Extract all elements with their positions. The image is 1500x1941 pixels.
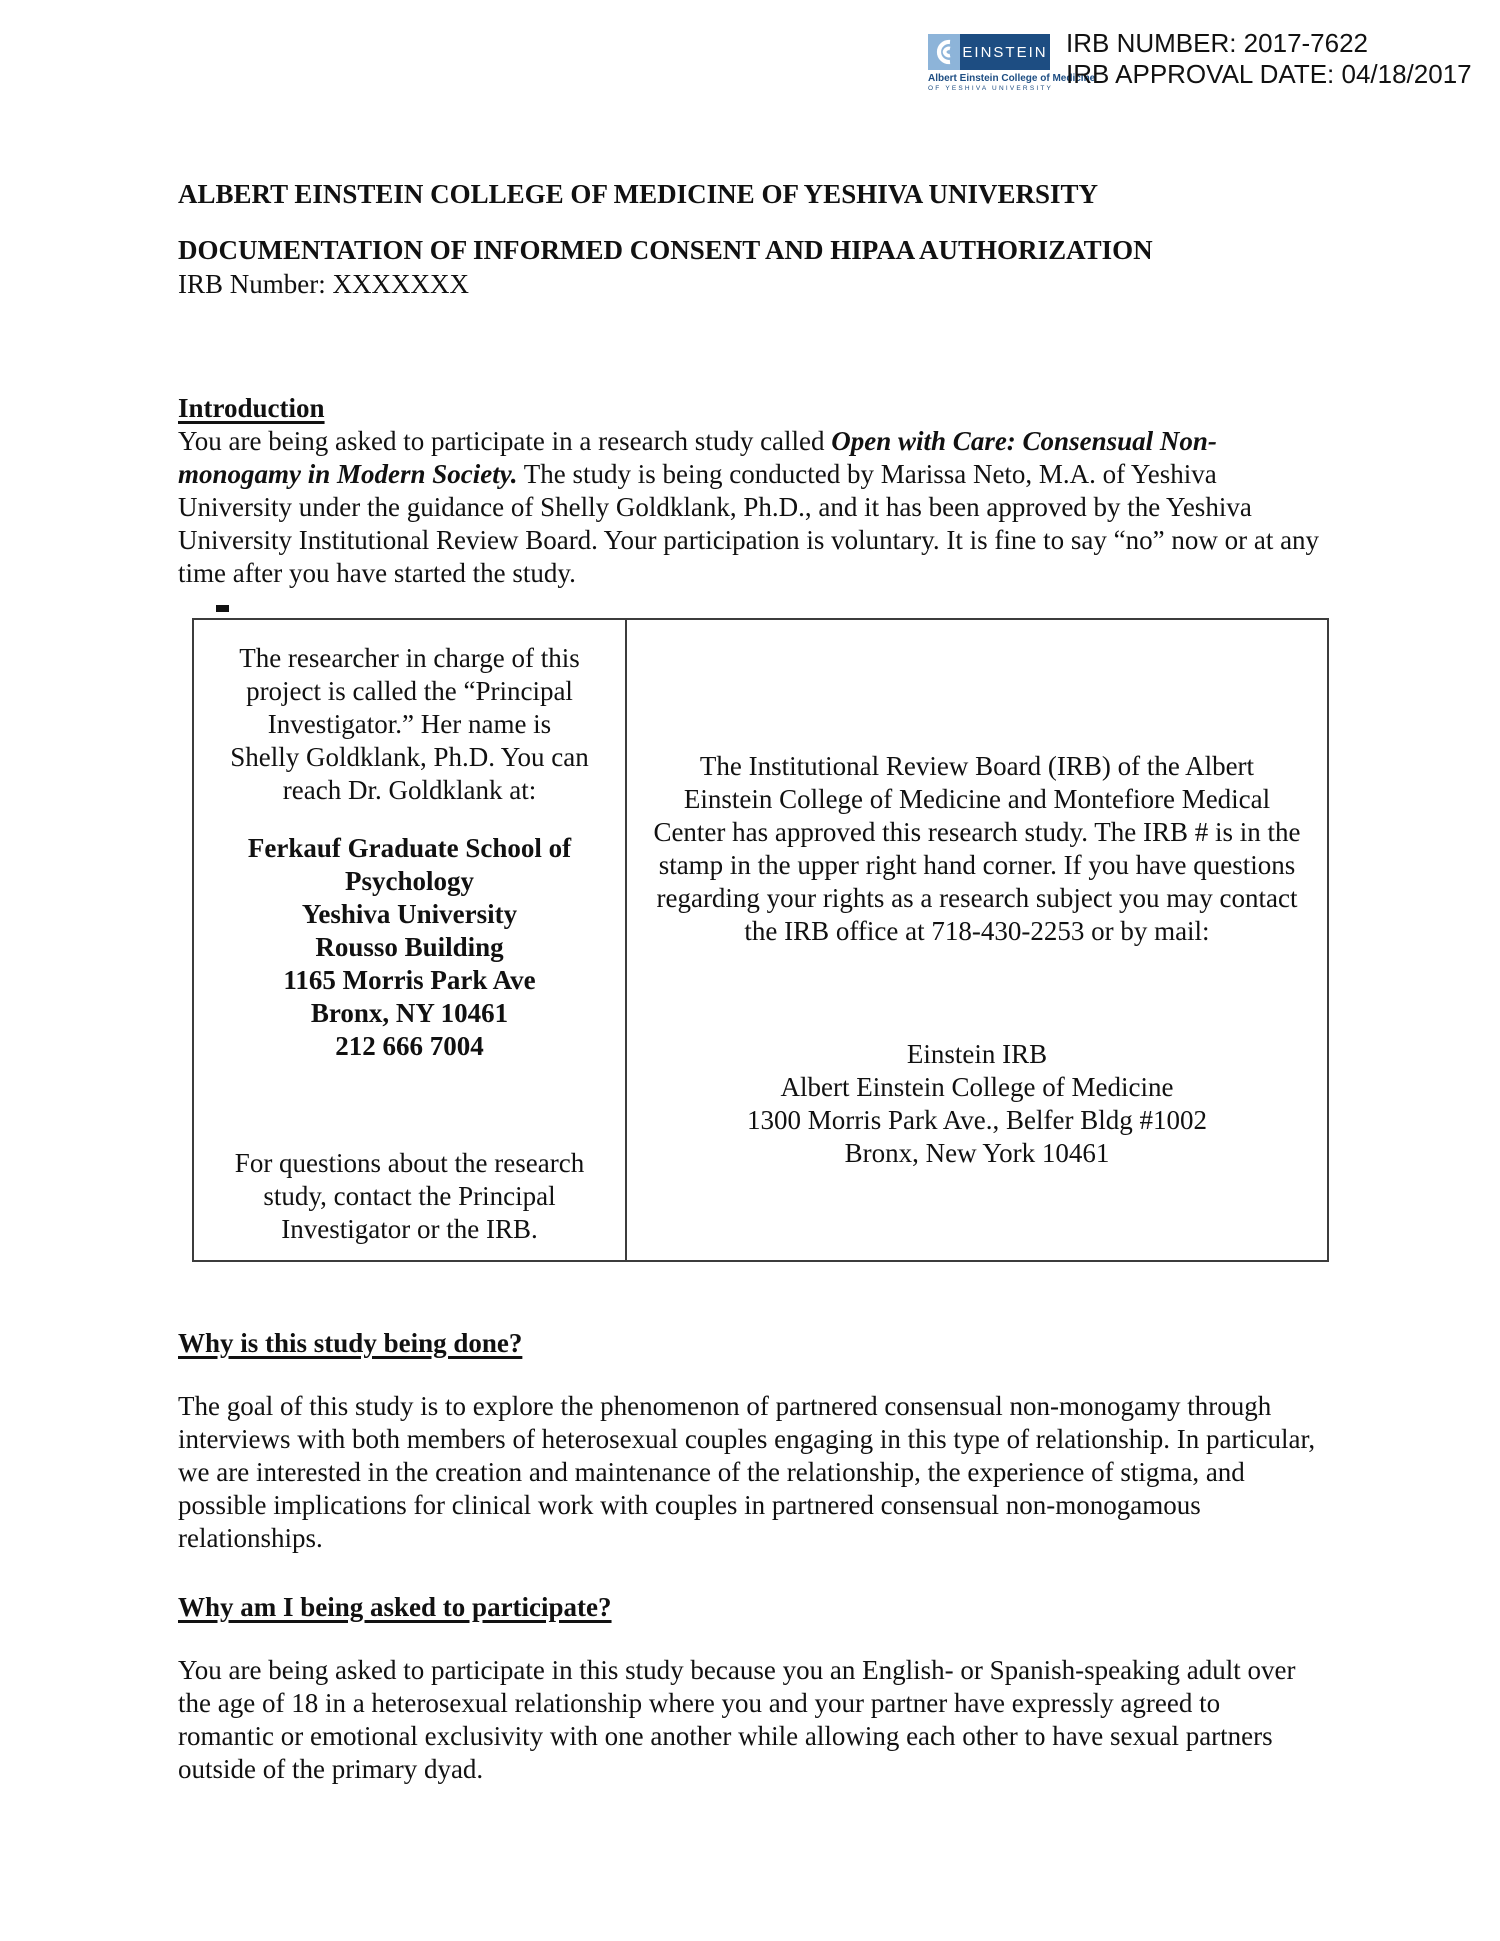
- irb-address-line: 1300 Morris Park Ave., Belfer Bldg #1002: [747, 1105, 1207, 1135]
- why-study-heading: Why is this study being done?: [178, 1328, 523, 1358]
- einstein-wordmark: EINSTEIN: [960, 34, 1050, 70]
- irb-address-line: Albert Einstein College of Medicine: [780, 1072, 1174, 1102]
- introduction-heading: Introduction: [178, 393, 325, 423]
- pi-address-line: Rousso Building: [315, 932, 504, 962]
- pi-address-line: Bronx, NY 10461: [310, 998, 509, 1028]
- irb-stamp: [928, 28, 1472, 92]
- irb-info-cell: [627, 620, 1327, 1260]
- einstein-e-icon: [928, 34, 960, 70]
- irb-address-line: Bronx, New York 10461: [844, 1138, 1110, 1168]
- irb-stamp-text: [1066, 28, 1472, 90]
- logo-subtitle-university: OF YESHIVA UNIVERSITY: [928, 85, 1054, 92]
- einstein-logo: [928, 28, 1096, 92]
- institution-title: ALBERT EINSTEIN COLLEGE OF MEDICINE OF YESHIVA UNIVERSITY: [178, 179, 1099, 209]
- irb-address-line: Einstein IRB: [906, 1039, 1048, 1069]
- pi-address-block: [230, 832, 589, 1063]
- why-participate-paragraph: You are being asked to participate in this study because you an English- or Spanish-speaking adult over the age of 18 in a heterosexual relationship where you and your partner have expressly agreed to romantic or emotional exclusivity with one another while allowing each other to have sexual partners outside of the primary dyad.: [178, 1655, 1296, 1784]
- einstein-logo-banner: [928, 34, 1050, 70]
- why-participate-heading: Why am I being asked to participate?: [178, 1592, 612, 1622]
- pi-intro-text: The researcher in charge of this project is called the “Principal Investigator.” Her name is Shelly Goldklank, Ph.D. You can reach Dr. Goldklank at:: [230, 643, 589, 805]
- irb-number-line: IRB Number: XXXXXXX: [178, 269, 469, 299]
- irb-address-block: [653, 1038, 1301, 1170]
- contact-info-table: [192, 618, 1329, 1262]
- introduction-paragraph: You are being asked to participate in a research study called Open with Care: Consensual Non-monogamy in Modern Society. The study is being conducted by Marissa Neto, M.A. of Yeshiva University under the guidance of Shelly Goldklank, Ph.D., and it has been approved by the Yeshiva University Institutional Review Board. Your participation is voluntary. It is fine to say “no” now or at any time after you have started the study.: [178, 426, 1320, 588]
- pi-address-line: 1165 Morris Park Ave: [283, 965, 536, 995]
- logo-subtitle-college: Albert Einstein College of Medicine: [928, 73, 1096, 84]
- pi-address-line: Ferkauf Graduate School of Psychology: [247, 833, 572, 896]
- irb-info-text: The Institutional Review Board (IRB) of the Albert Einstein College of Medicine and Montefiore Medical Center has approved this research study. The IRB # is in the stamp in the upper right hand corner. If you have questions regarding your rights as a research subject you may contact the IRB office at 718-430-2253 or by mail:: [653, 751, 1301, 946]
- stray-mark: [216, 605, 229, 612]
- why-study-paragraph: The goal of this study is to explore the phenomenon of partnered consensual non-monogamy through interviews with both members of heterosexual couples engaging in this type of relationship. In particular, we are interested in the creation and maintenance of the relationship, the experience of stigma, and possible implications for clinical work with couples in partnered consensual non-monogamous relationships.: [178, 1391, 1316, 1553]
- document-title: DOCUMENTATION OF INFORMED CONSENT AND HIPAA AUTHORIZATION: [178, 235, 1153, 265]
- pi-footer-text: For questions about the research study, contact the Principal Investigator or the IRB.: [234, 1148, 585, 1244]
- pi-phone: 212 666 7004: [335, 1031, 484, 1061]
- principal-investigator-cell: [194, 620, 627, 1260]
- irb-approval-date-stamp: IRB APPROVAL DATE: 04/18/2017: [1066, 59, 1472, 89]
- pi-address-line: Yeshiva University: [301, 899, 518, 929]
- irb-number-stamp: IRB NUMBER: 2017-7622: [1066, 28, 1369, 58]
